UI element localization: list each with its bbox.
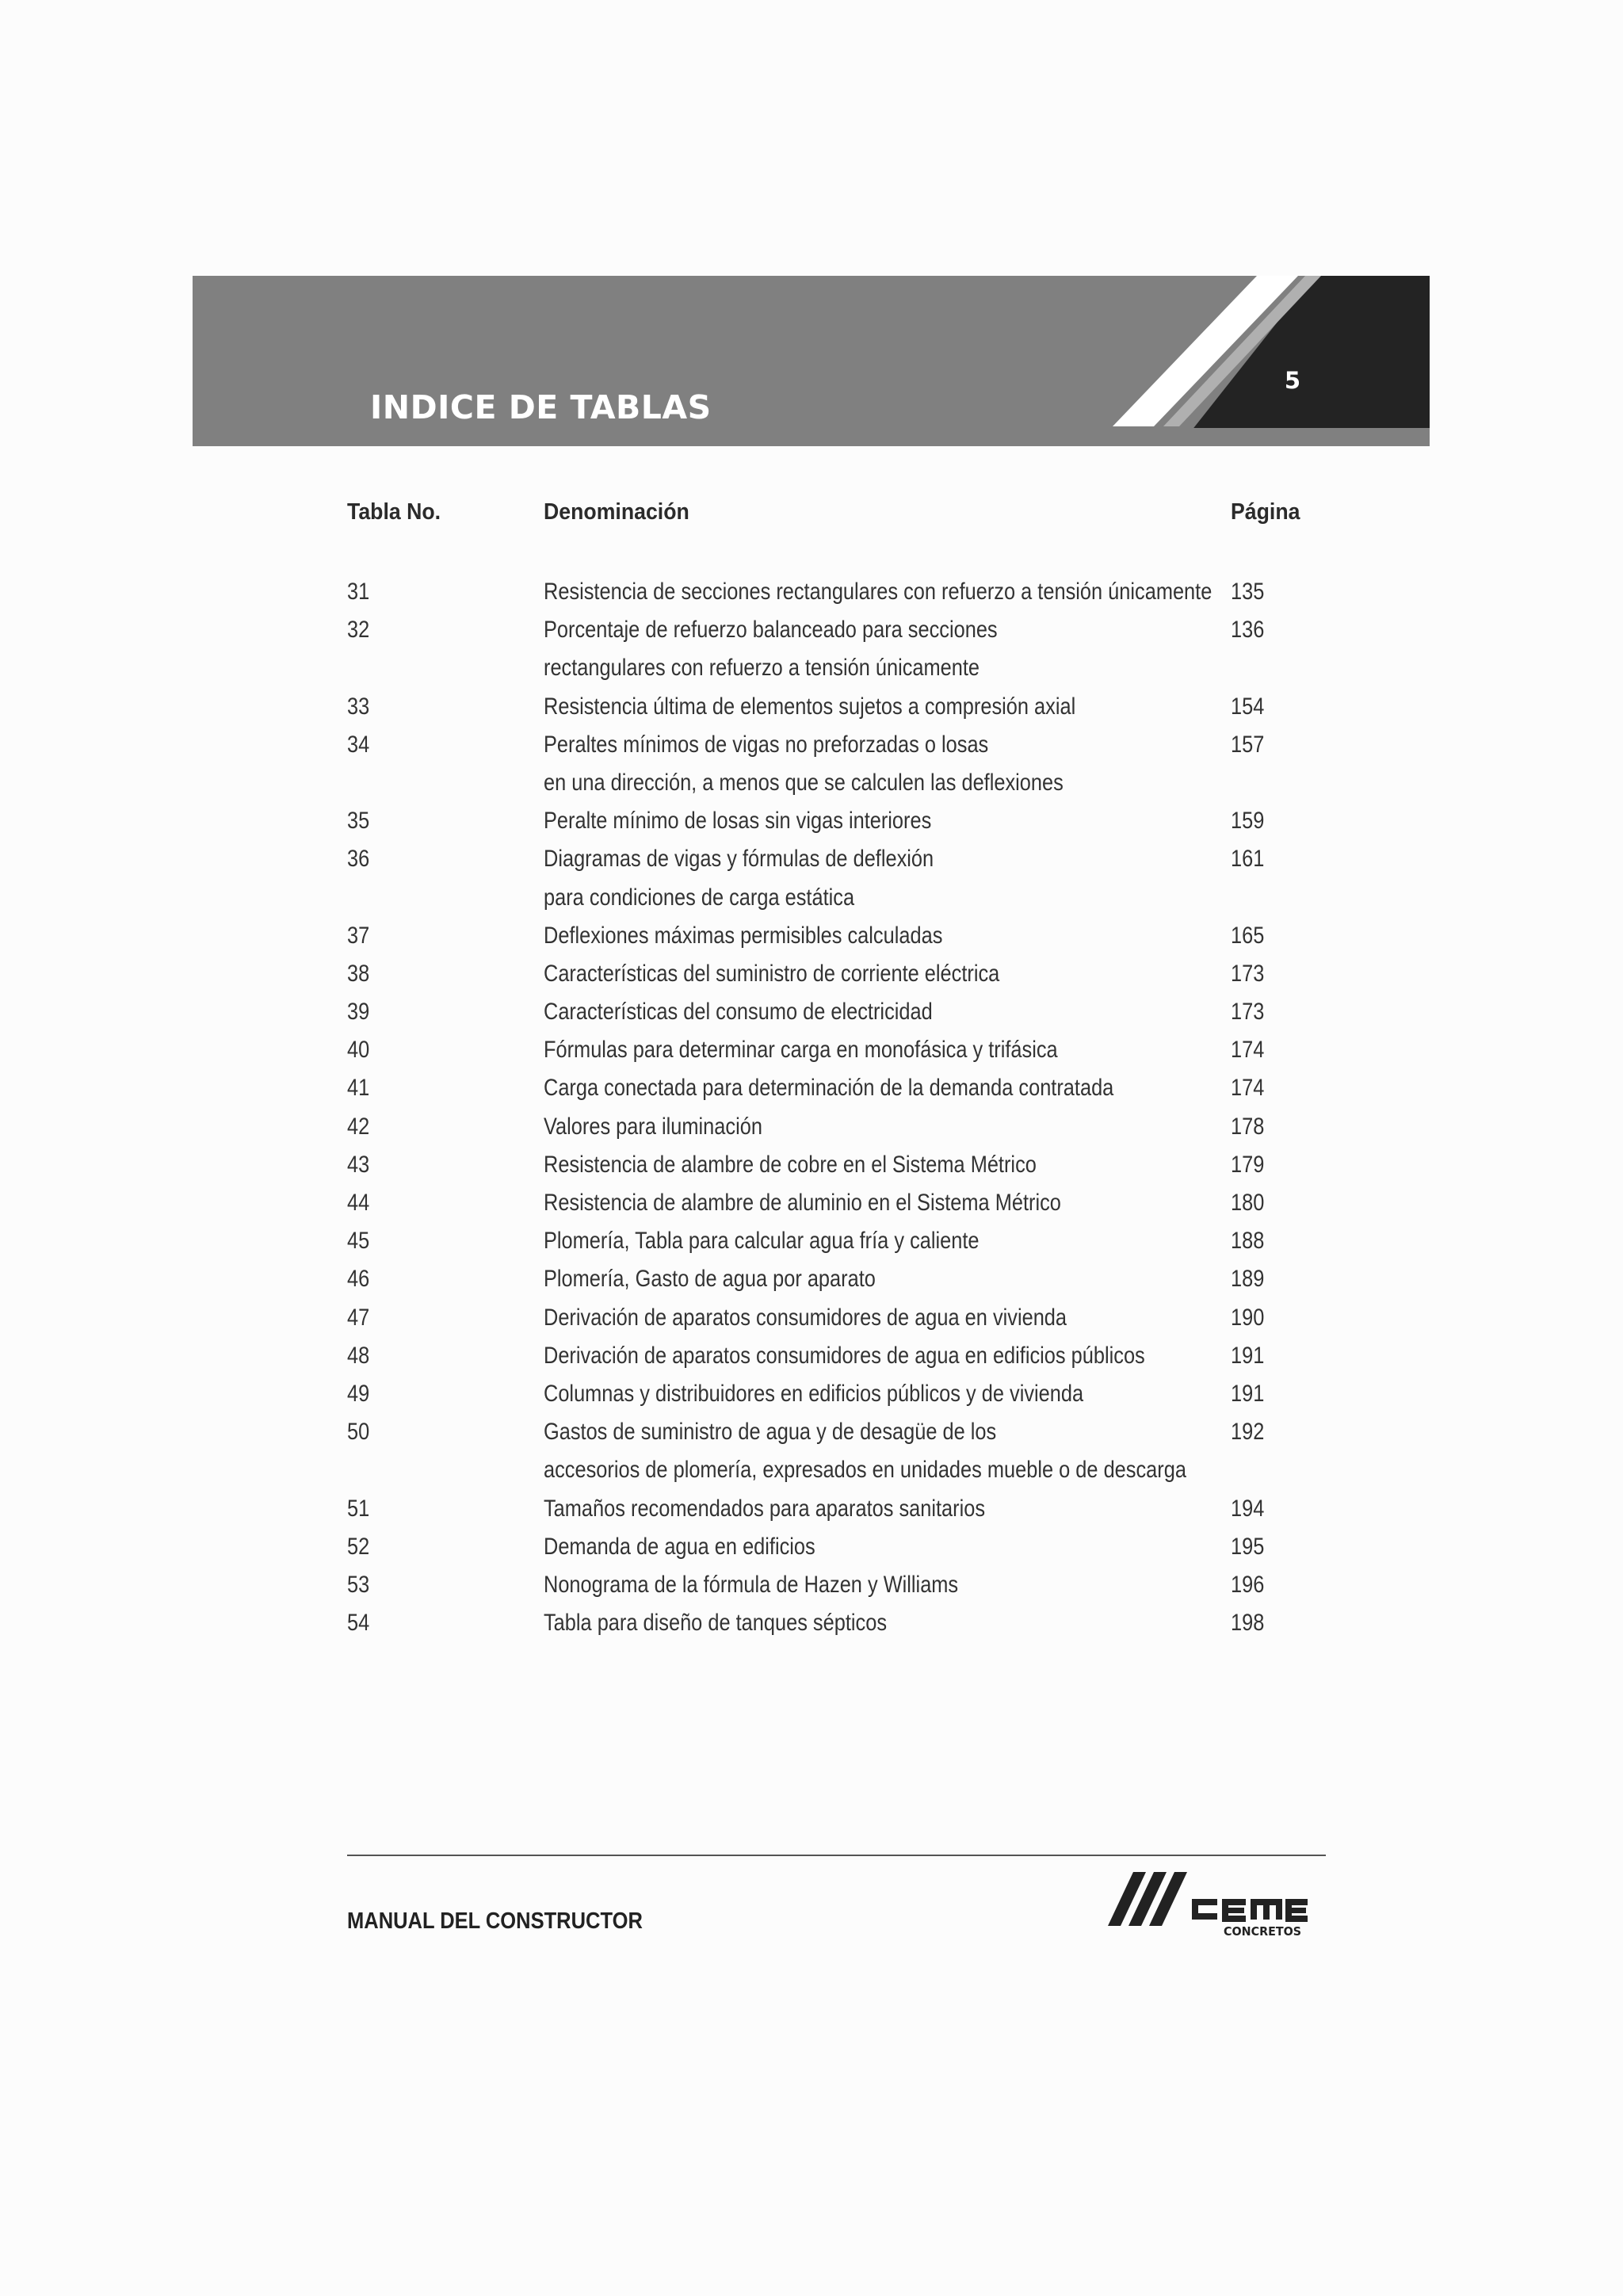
table-description: accesorios de plomería, expresados en unidades mueble o de descarga — [544, 1457, 1186, 1484]
table-number: 48 — [347, 1342, 370, 1369]
table-page: 161 — [1231, 846, 1265, 873]
table-row — [0, 882, 1623, 920]
table-page: 191 — [1231, 1342, 1265, 1369]
table-page: 178 — [1231, 1113, 1265, 1140]
table-description: rectangulares con refuerzo a tensión únicamente — [544, 655, 980, 682]
table-index-list — [0, 576, 1623, 1645]
table-row — [0, 1569, 1623, 1607]
table-row — [0, 1378, 1623, 1416]
table-description: Porcentaje de refuerzo balanceado para secciones — [544, 617, 998, 644]
page-number: 5 — [1284, 367, 1301, 394]
table-description: Derivación de aparatos consumidores de agua en vivienda — [544, 1304, 1067, 1331]
footer-title: MANUAL DEL CONSTRUCTOR — [347, 1908, 643, 1934]
table-number: 32 — [347, 617, 370, 644]
table-page: 180 — [1231, 1190, 1265, 1216]
table-description: Diagramas de vigas y fórmulas de deflexión — [544, 846, 934, 873]
table-description: Derivación de aparatos consumidores de agua en edificios públicos — [544, 1342, 1145, 1369]
table-description: Demanda de agua en edificios — [544, 1533, 815, 1560]
svg-text:CONCRETOS: CONCRETOS — [1224, 1924, 1301, 1939]
table-description: Plomería, Tabla para calcular agua fría y caliente — [544, 1228, 980, 1255]
table-description: Características del suministro de corriente eléctrica — [544, 960, 1000, 987]
table-row — [0, 805, 1623, 843]
column-header-number: Tabla No. — [347, 499, 441, 525]
table-row — [0, 1416, 1623, 1454]
table-number: 45 — [347, 1228, 370, 1255]
table-number: 40 — [347, 1037, 370, 1064]
table-number: 38 — [347, 960, 370, 987]
table-page: 173 — [1231, 999, 1265, 1026]
table-row — [0, 843, 1623, 881]
table-page: 174 — [1231, 1075, 1265, 1102]
table-description: en una dirección, a menos que se calculen las deflexiones — [544, 769, 1064, 796]
table-page: 159 — [1231, 808, 1265, 835]
table-description: Plomería, Gasto de agua por aparato — [544, 1266, 876, 1293]
table-page: 191 — [1231, 1380, 1265, 1407]
table-number: 47 — [347, 1304, 370, 1331]
table-number: 41 — [347, 1075, 370, 1102]
table-number: 37 — [347, 922, 370, 949]
table-description: Resistencia de alambre de cobre en el Sistema Métrico — [544, 1151, 1037, 1178]
table-description: Valores para iluminación — [544, 1113, 762, 1140]
table-number: 49 — [347, 1380, 370, 1407]
table-row — [0, 996, 1623, 1034]
table-row — [0, 1607, 1623, 1645]
table-description: Tamaños recomendados para aparatos sanitarios — [544, 1495, 986, 1522]
table-row — [0, 1187, 1623, 1225]
table-row — [0, 576, 1623, 614]
table-page: 188 — [1231, 1228, 1265, 1255]
table-row — [0, 1340, 1623, 1378]
table-page: 192 — [1231, 1419, 1265, 1446]
table-page: 135 — [1231, 579, 1265, 605]
table-number: 39 — [347, 999, 370, 1026]
table-page: 174 — [1231, 1037, 1265, 1064]
table-number: 52 — [347, 1533, 370, 1560]
table-page: 157 — [1231, 731, 1265, 758]
table-row — [0, 614, 1623, 652]
table-row — [0, 1454, 1623, 1492]
table-number: 35 — [347, 808, 370, 835]
table-number: 54 — [347, 1610, 370, 1637]
table-number: 36 — [347, 846, 370, 873]
table-number: 51 — [347, 1495, 370, 1522]
table-description: Gastos de suministro de agua y de desagüe de los — [544, 1419, 997, 1446]
table-row — [0, 1263, 1623, 1301]
table-number: 31 — [347, 579, 370, 605]
table-page: 179 — [1231, 1151, 1265, 1178]
table-row — [0, 767, 1623, 805]
table-row — [0, 1034, 1623, 1072]
table-description: Tabla para diseño de tanques sépticos — [544, 1610, 888, 1637]
table-page: 195 — [1231, 1533, 1265, 1560]
table-number: 42 — [347, 1113, 370, 1140]
table-description: Características del consumo de electricidad — [544, 999, 933, 1026]
table-page: 196 — [1231, 1571, 1265, 1598]
table-description: para condiciones de carga estática — [544, 884, 855, 911]
table-description: Resistencia última de elementos sujetos a compresión axial — [544, 693, 1076, 720]
column-header-page: Página — [1231, 499, 1300, 525]
table-description: Deflexiones máximas permisibles calculadas — [544, 922, 943, 949]
table-row — [0, 1493, 1623, 1531]
table-row — [0, 1225, 1623, 1263]
table-row — [0, 958, 1623, 996]
table-row — [0, 1302, 1623, 1340]
table-row — [0, 920, 1623, 958]
table-number: 44 — [347, 1190, 370, 1216]
table-description: Nonograma de la fórmula de Hazen y Williams — [544, 1571, 959, 1598]
table-number: 50 — [347, 1419, 370, 1446]
table-page: 136 — [1231, 617, 1265, 644]
table-row — [0, 1111, 1623, 1149]
table-row — [0, 729, 1623, 767]
table-page: 190 — [1231, 1304, 1265, 1331]
table-number: 53 — [347, 1571, 370, 1598]
table-page: 198 — [1231, 1610, 1265, 1637]
table-row — [0, 691, 1623, 729]
table-number: 43 — [347, 1151, 370, 1178]
table-description: Peralte mínimo de losas sin vigas interiores — [544, 808, 932, 835]
table-page: 194 — [1231, 1495, 1265, 1522]
table-row — [0, 1072, 1623, 1110]
table-description: Carga conectada para determinación de la demanda contratada — [544, 1075, 1114, 1102]
table-row — [0, 1149, 1623, 1187]
cemex-logo — [1103, 1870, 1309, 1942]
table-number: 34 — [347, 731, 370, 758]
page-title: INDICE DE TABLAS — [370, 388, 712, 426]
footer-divider — [347, 1855, 1326, 1856]
section-banner — [193, 276, 1430, 446]
table-description: Resistencia de secciones rectangulares con refuerzo a tensión únicamente — [544, 579, 1212, 605]
table-page: 173 — [1231, 960, 1265, 987]
table-page: 154 — [1231, 693, 1265, 720]
table-description: Resistencia de alambre de aluminio en el Sistema Métrico — [544, 1190, 1061, 1216]
column-header-description: Denominación — [544, 499, 689, 525]
table-row — [0, 652, 1623, 690]
table-page: 189 — [1231, 1266, 1265, 1293]
table-number: 33 — [347, 693, 370, 720]
table-number: 46 — [347, 1266, 370, 1293]
table-description: Columnas y distribuidores en edificios públicos y de vivienda — [544, 1380, 1084, 1407]
table-description: Fórmulas para determinar carga en monofásica y trifásica — [544, 1037, 1058, 1064]
table-page: 165 — [1231, 922, 1265, 949]
table-description: Peraltes mínimos de vigas no preforzadas o losas — [544, 731, 989, 758]
table-row — [0, 1531, 1623, 1569]
